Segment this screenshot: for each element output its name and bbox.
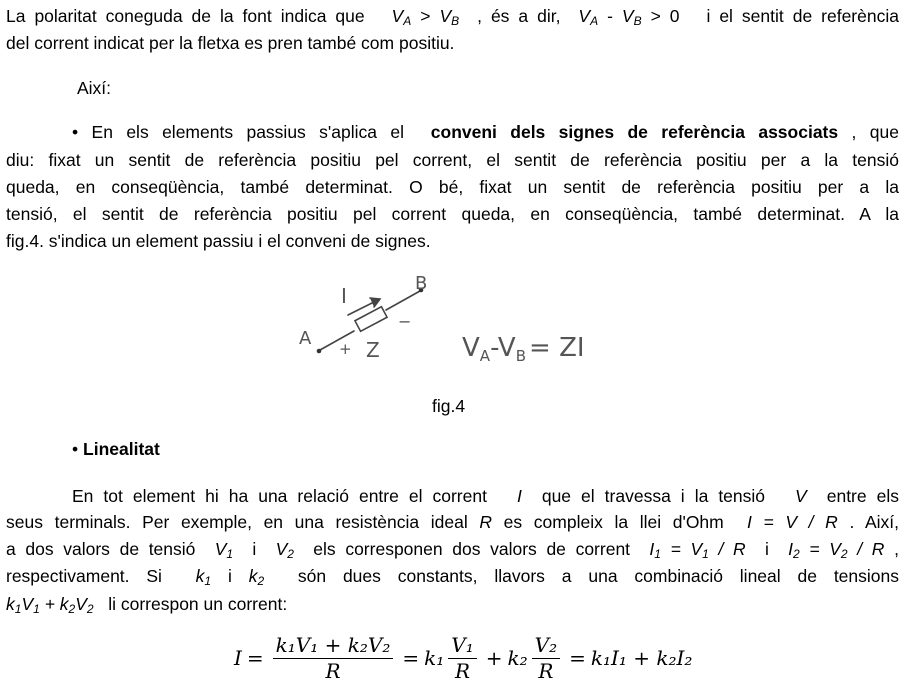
formula-eq: = (246, 646, 264, 670)
label-minus: − (398, 312, 412, 331)
resistor-body (355, 307, 387, 332)
fraction-v2: $\frac{\text{V₂}}{R}$ (532, 633, 560, 683)
label-i: I (341, 284, 347, 308)
paragraph1-line2: del corrent indicat per la fletxa es pren també com positiu. (6, 33, 455, 53)
figure-caption: fig.4 (432, 396, 466, 416)
paragraph3-line3: a dos valors de tensió $V_1$ i $V_2$ els corresponen dos valors de corrent $I_1 = V_1 / R$ i $I_2 = V_2 / R$ , (6, 539, 899, 561)
formula-rhs: k₁I₁ + k₂I₂ (590, 646, 693, 670)
figure-4-sketch (290, 270, 610, 370)
bullet1-line1 (72, 121, 899, 143)
bullet1-line2: diu: fixat un sentit de referència positiu pel corrent, el sentit de referència positiu per a la tensió (6, 150, 899, 170)
gt-zero: > 0 (650, 6, 680, 26)
bold-term: conveni dels signes de referència associats (430, 122, 839, 142)
text-fragment: , és a dir, (477, 6, 561, 26)
math-va2: $V_A$ (578, 6, 599, 28)
bullet1-line5: fig.4. s'indica un element passiu i el conveni de signes. (6, 231, 431, 251)
paragraph3-line4: respectivament. Si $k_1$ i $k_2$ són dues constants, llavors a una combinació lineal de tensions (6, 566, 899, 588)
paragraph3-line5: $k_1V_1 + k_2V_2$ li correspon un corrent: (6, 594, 288, 616)
paragraph1-line1 (6, 5, 899, 27)
fraction-main: $\frac{\text{k₁V₁ + k₂V₂}}{R}$ (273, 633, 394, 683)
bullet2-heading (72, 438, 160, 460)
figure-equation: VA-VB = ZI (462, 333, 585, 365)
math-va: $V_A$ (391, 6, 412, 28)
paragraph3-line2: seus terminals. Per exemple, en una resistència ideal R es compleix la llei d'Ohm I = V / R . Així, (6, 512, 899, 532)
bullet1-line4: tensió, el sentit de referència positiu pel corrent queda, en conseqüència, també determinat. A la (6, 204, 899, 224)
gt-sign: > (420, 6, 431, 26)
fraction-v1: $\frac{\text{V₁}}{R}$ (448, 633, 476, 683)
node-a (317, 349, 322, 354)
paragraph3-line1: En tot element hi ha una relació entre el corrent I que el travessa i la tensió V entre els (72, 486, 899, 506)
text-fragment: , que (851, 122, 899, 142)
math-vb: $V_B$ (439, 6, 460, 28)
label-b: B (415, 273, 428, 294)
label-plus: + (339, 340, 352, 358)
formula-i: I (234, 646, 242, 670)
bullet-icon: • (72, 439, 79, 459)
aixi-text: Així: (77, 78, 112, 98)
linearity-formula: I = $\frac{\text{k₁V₁ + k₂V₂}}{R}$ = k₁ $\frac{\text{V₁}}{R}$ + k₂ $\frac{\text{V₂}}{R}$ = k₁I₁ + k₂I₂ (234, 633, 693, 683)
section-title: Linealitat (83, 439, 160, 459)
minus-sign: - (607, 6, 613, 26)
text-fragment: La polaritat coneguda de la font indica que (6, 6, 365, 26)
math-vb2: $V_B$ (621, 6, 642, 28)
text-fragment: i el sentit de referència (706, 6, 899, 26)
text-fragment: En els elements passius s'aplica el (91, 122, 404, 142)
bullet-icon: • (72, 122, 79, 142)
label-a: A (299, 328, 312, 349)
label-z: Z (366, 338, 380, 362)
bullet1-line3: queda, en conseqüència, també determinat. O bé, fixat un sentit de referència positiu per a la (6, 177, 899, 197)
